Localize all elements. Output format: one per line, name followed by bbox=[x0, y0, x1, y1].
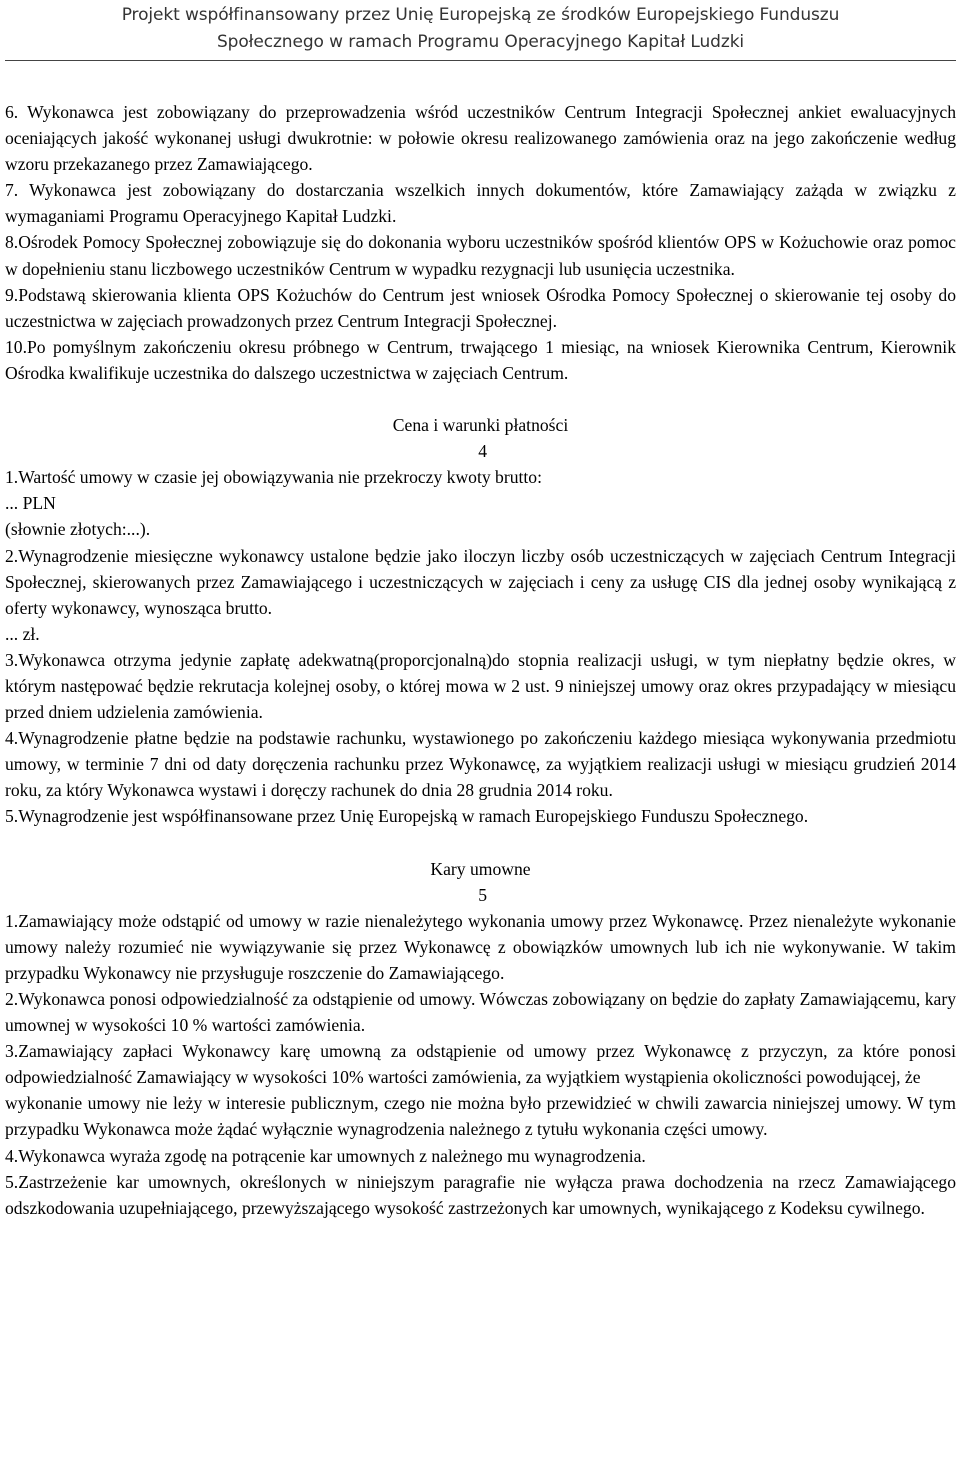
paragraph-10: 10.Po pomyślnym zakończeniu okresu próbnego w Centrum, trwającego 1 miesiąc, na wniosek Kierownika Centrum, Kierownik Ośrodka kwalifikuje uczestnika do dalszego uczestnictwa w zajęciach Centrum. bbox=[5, 336, 956, 383]
paragraph-8: 8.Ośrodek Pomocy Społecznej zobowiązuje się do dokonania wyboru uczestników spośród klientów OPS w Kożuchowie oraz pomoc w dopełnieniu stanu liczbowego uczestników Centrum w wypadku rezygnacji lub usunięcia uczestnika. bbox=[5, 232, 956, 279]
section-5-title: Kary umowne bbox=[430, 858, 531, 879]
section-4-item-4: 4.Wynagrodzenie płatne będzie na podstawie rachunku, wystawionego po zakończeniu każdego miesiąca wykonywania przedmiotu umowy, w terminie 7 dni od daty doręczenia rachunku przez Wykonawcę, za wyjątkiem realizacji usługi w miesiącu grudzień 2014 roku, za który Wykonawca wystawi i doręczy rachunek do dnia 28 grudnia 2014 roku. bbox=[5, 728, 956, 801]
section-4-item-5: 5.Wynagrodzenie jest współfinansowane przez Unię Europejską w ramach Europejskiego Funduszu Społecznego. bbox=[5, 806, 809, 827]
section-5-item-2: 2.Wykonawca ponosi odpowiedzialność za odstąpienie od umowy. Wówczas zobowiązany on będzie do zapłaty Zamawiającemu, kary umownej w wysokości 10 % wartości zamówienia. bbox=[5, 989, 956, 1036]
section-4-number-text: 4 bbox=[478, 441, 488, 462]
section-5-item-3-continued: wykonanie umowy nie leży w interesie publicznym, czego nie można było przewidzieć w chwili zawarcia niniejszej umowy. W tym przypadku Wykonawca może żądać wyłącznie wynagrodzenia należnego z tytułu wykonania części umowy. bbox=[5, 1093, 956, 1140]
header-divider bbox=[5, 60, 956, 61]
section-4-title: Cena i warunki płatności bbox=[392, 415, 569, 436]
header-line-2: Społecznego w ramach Programu Operacyjnego Kapitał Ludzki bbox=[216, 32, 745, 52]
section-4-number bbox=[5, 438, 956, 464]
section-4-amount-words: (słownie złotych:...). bbox=[5, 519, 151, 540]
section-4-item-1: 1.Wartość umowy w czasie jej obowiązywania nie przekroczy kwoty brutto: bbox=[5, 467, 542, 488]
paragraph-7: 7. Wykonawca jest zobowiązany do dostarczania wszelkich innych dokumentów, które Zamawiający zażąda w związku z wymaganiami Programu Operacyjnego Kapitał Ludzki. bbox=[5, 180, 956, 227]
document-body bbox=[5, 99, 956, 1221]
section-5-item-4: 4.Wykonawca wyraża zgodę na potrącenie kar umownych z należnego mu wynagrodzenia. bbox=[5, 1145, 646, 1166]
section-5-number bbox=[5, 882, 956, 908]
section-4-amount: ... PLN bbox=[5, 493, 56, 514]
paragraph-6: 6. Wykonawca jest zobowiązany do przeprowadzenia wśród uczestników Centrum Integracji Społecznej ankiet ewaluacyjnych oceniających jakość wykonanej usługi dwukrotnie: w połowie okresu realizowanego zamówienia oraz na jego zakończenie według wzoru przekazanego przez Zamawiającego. bbox=[5, 102, 956, 175]
paragraph-9: 9.Podstawą skierowania klienta OPS Kożuchów do Centrum jest wniosek Ośrodka Pomocy Społecznej o skierowanie tej osoby do uczestnictwa w zajęciach prowadzonych przez Centrum Integracji Społecznej. bbox=[5, 284, 956, 331]
section-5-item-3: 3.Zamawiający zapłaci Wykonawcy karę umowną za odstąpienie od umowy przez Wykonawcę z przyczyn, za które ponosi odpowiedzialność Zamawiający w wysokości 10% wartości zamówienia, za wyjątkiem wystąpienia okoliczności powodującej, że bbox=[5, 1041, 956, 1088]
section-5-number-text: 5 bbox=[478, 884, 488, 905]
section-4-item-3: 3.Wykonawca otrzyma jedynie zapłatę adekwatną(proporcjonalną)do stopnia realizacji usługi, w tym niepłatny będzie okres, w którym następować będzie rekrutacja kolejnej osoby, o której mowa w 2 ust. 9 niniejszej umowy oraz okres przypadający w miesiącu przed dniem udzielenia zamówienia. bbox=[5, 649, 956, 723]
section-4-item-2: 2.Wynagrodzenie miesięczne wykonawcy ustalone będzie jako iloczyn liczby osób uczestniczących w zajęciach Centrum Integracji Społecznej, skierowanych przez Zamawiającego i uczestniczących w zajęciach i ceny za usługę CIS dla jednej osoby wynikającą z oferty wykonawcy, wynosząca brutto. bbox=[5, 545, 956, 618]
section-5-item-5: 5.Zastrzeżenie kar umownych, określonych w niniejszym paragrafie nie wyłącza prawa dochodzenia na rzecz Zamawiającego odszkodowania uzupełniającego, przewyższającego wysokość zastrzeżonych kar umownych, wynikającego z Kodeksu cywilnego. bbox=[5, 1171, 956, 1218]
header-line-1: Projekt współfinansowany przez Unię Europejską ze środków Europejskiego Funduszu bbox=[121, 5, 840, 25]
page-header bbox=[5, 0, 956, 56]
section-5-item-1: 1.Zamawiający może odstąpić od umowy w razie nienależytego wykonania umowy przez Wykonawcę. Przez nienależyte wykonanie umowy należy rozumieć nie wywiązywanie się przez Wykonawcę z obowiązków umownych lub ich nie wykonywanie. W takim przypadku Wykonawcy nie przysługuje roszczenie do Zamawiającego. bbox=[5, 910, 956, 983]
section-4-item-2-amount: ... zł. bbox=[5, 623, 40, 644]
